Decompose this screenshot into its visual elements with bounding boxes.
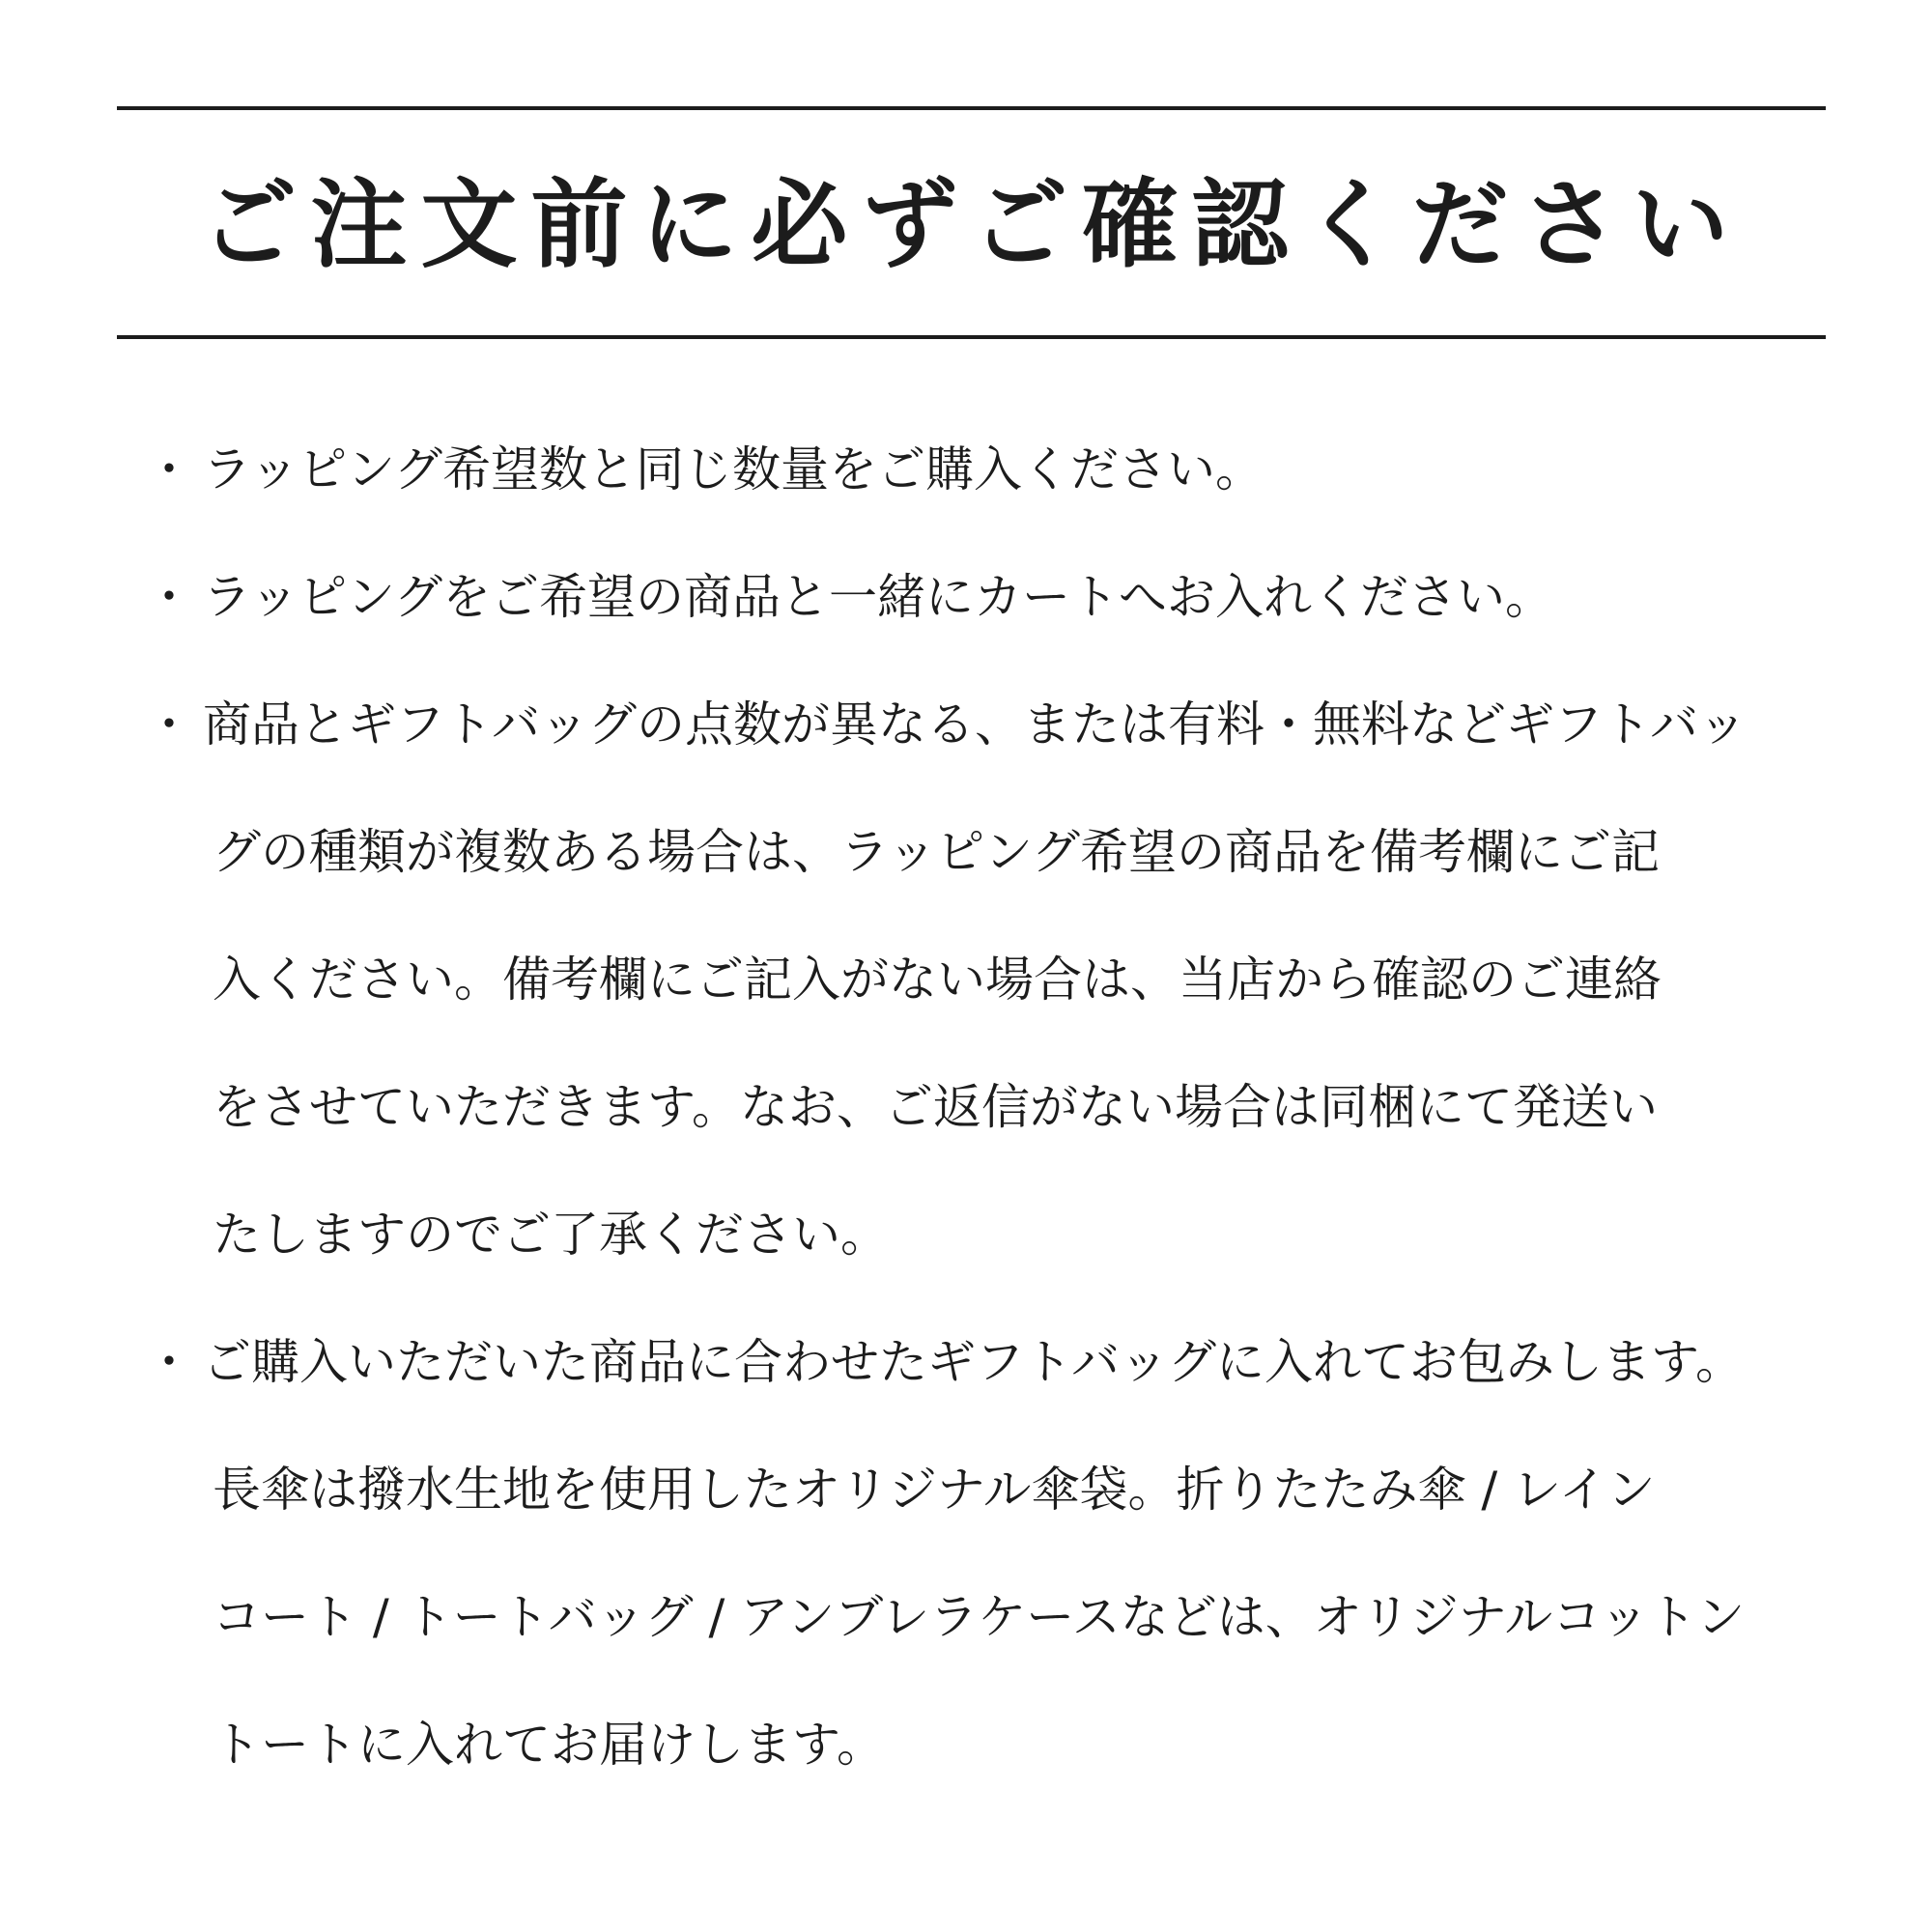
note-line: ラッピング希望数と同じ数量をご購入ください。 (203, 441, 1264, 497)
note-line: トートに入れてお届けします。 (213, 1717, 885, 1773)
notes-list (145, 406, 1826, 1808)
note-item-4 (145, 1298, 1826, 1808)
note-item-3 (145, 661, 1826, 1298)
page-title: ご注文前に必ずご確認ください (200, 168, 1743, 281)
bullet-icon: ・ (145, 696, 193, 753)
note-line: ご購入いただいた商品に合わせたギフトバッグに入れてお包みします。 (203, 1334, 1744, 1390)
note-line: たしますのでご了承ください。 (213, 1207, 889, 1263)
note-line: ラッピングをご希望の商品と一緒にカートへお入れください。 (203, 569, 1553, 625)
note-line: 長傘は撥水生地を使用したオリジナル傘袋。折りたたみ傘 / レイン (213, 1462, 1656, 1518)
bullet-icon: ・ (145, 569, 193, 625)
note-line: 商品とギフトバッグの点数が異なる、または有料・無料などギフトバッ (203, 696, 1747, 753)
note-line: 入ください。備考欄にご記入がない場合は、当店から確認のご連絡 (213, 952, 1662, 1008)
note-line: をさせていただきます。なお、ご返信がない場合は同梱にて発送い (213, 1079, 1658, 1135)
bullet-icon: ・ (145, 441, 193, 497)
note-line: コート / トートバッグ / アンブレラケースなどは、オリジナルコットン (213, 1589, 1746, 1645)
bullet-icon: ・ (145, 1334, 193, 1390)
note-item-2 (145, 533, 1826, 661)
note-line: グの種類が複数ある場合は、ラッピング希望の商品を備考欄にご記 (213, 824, 1660, 880)
bottom-divider (117, 335, 1826, 339)
note-item-1 (145, 406, 1826, 533)
top-divider (117, 106, 1826, 110)
